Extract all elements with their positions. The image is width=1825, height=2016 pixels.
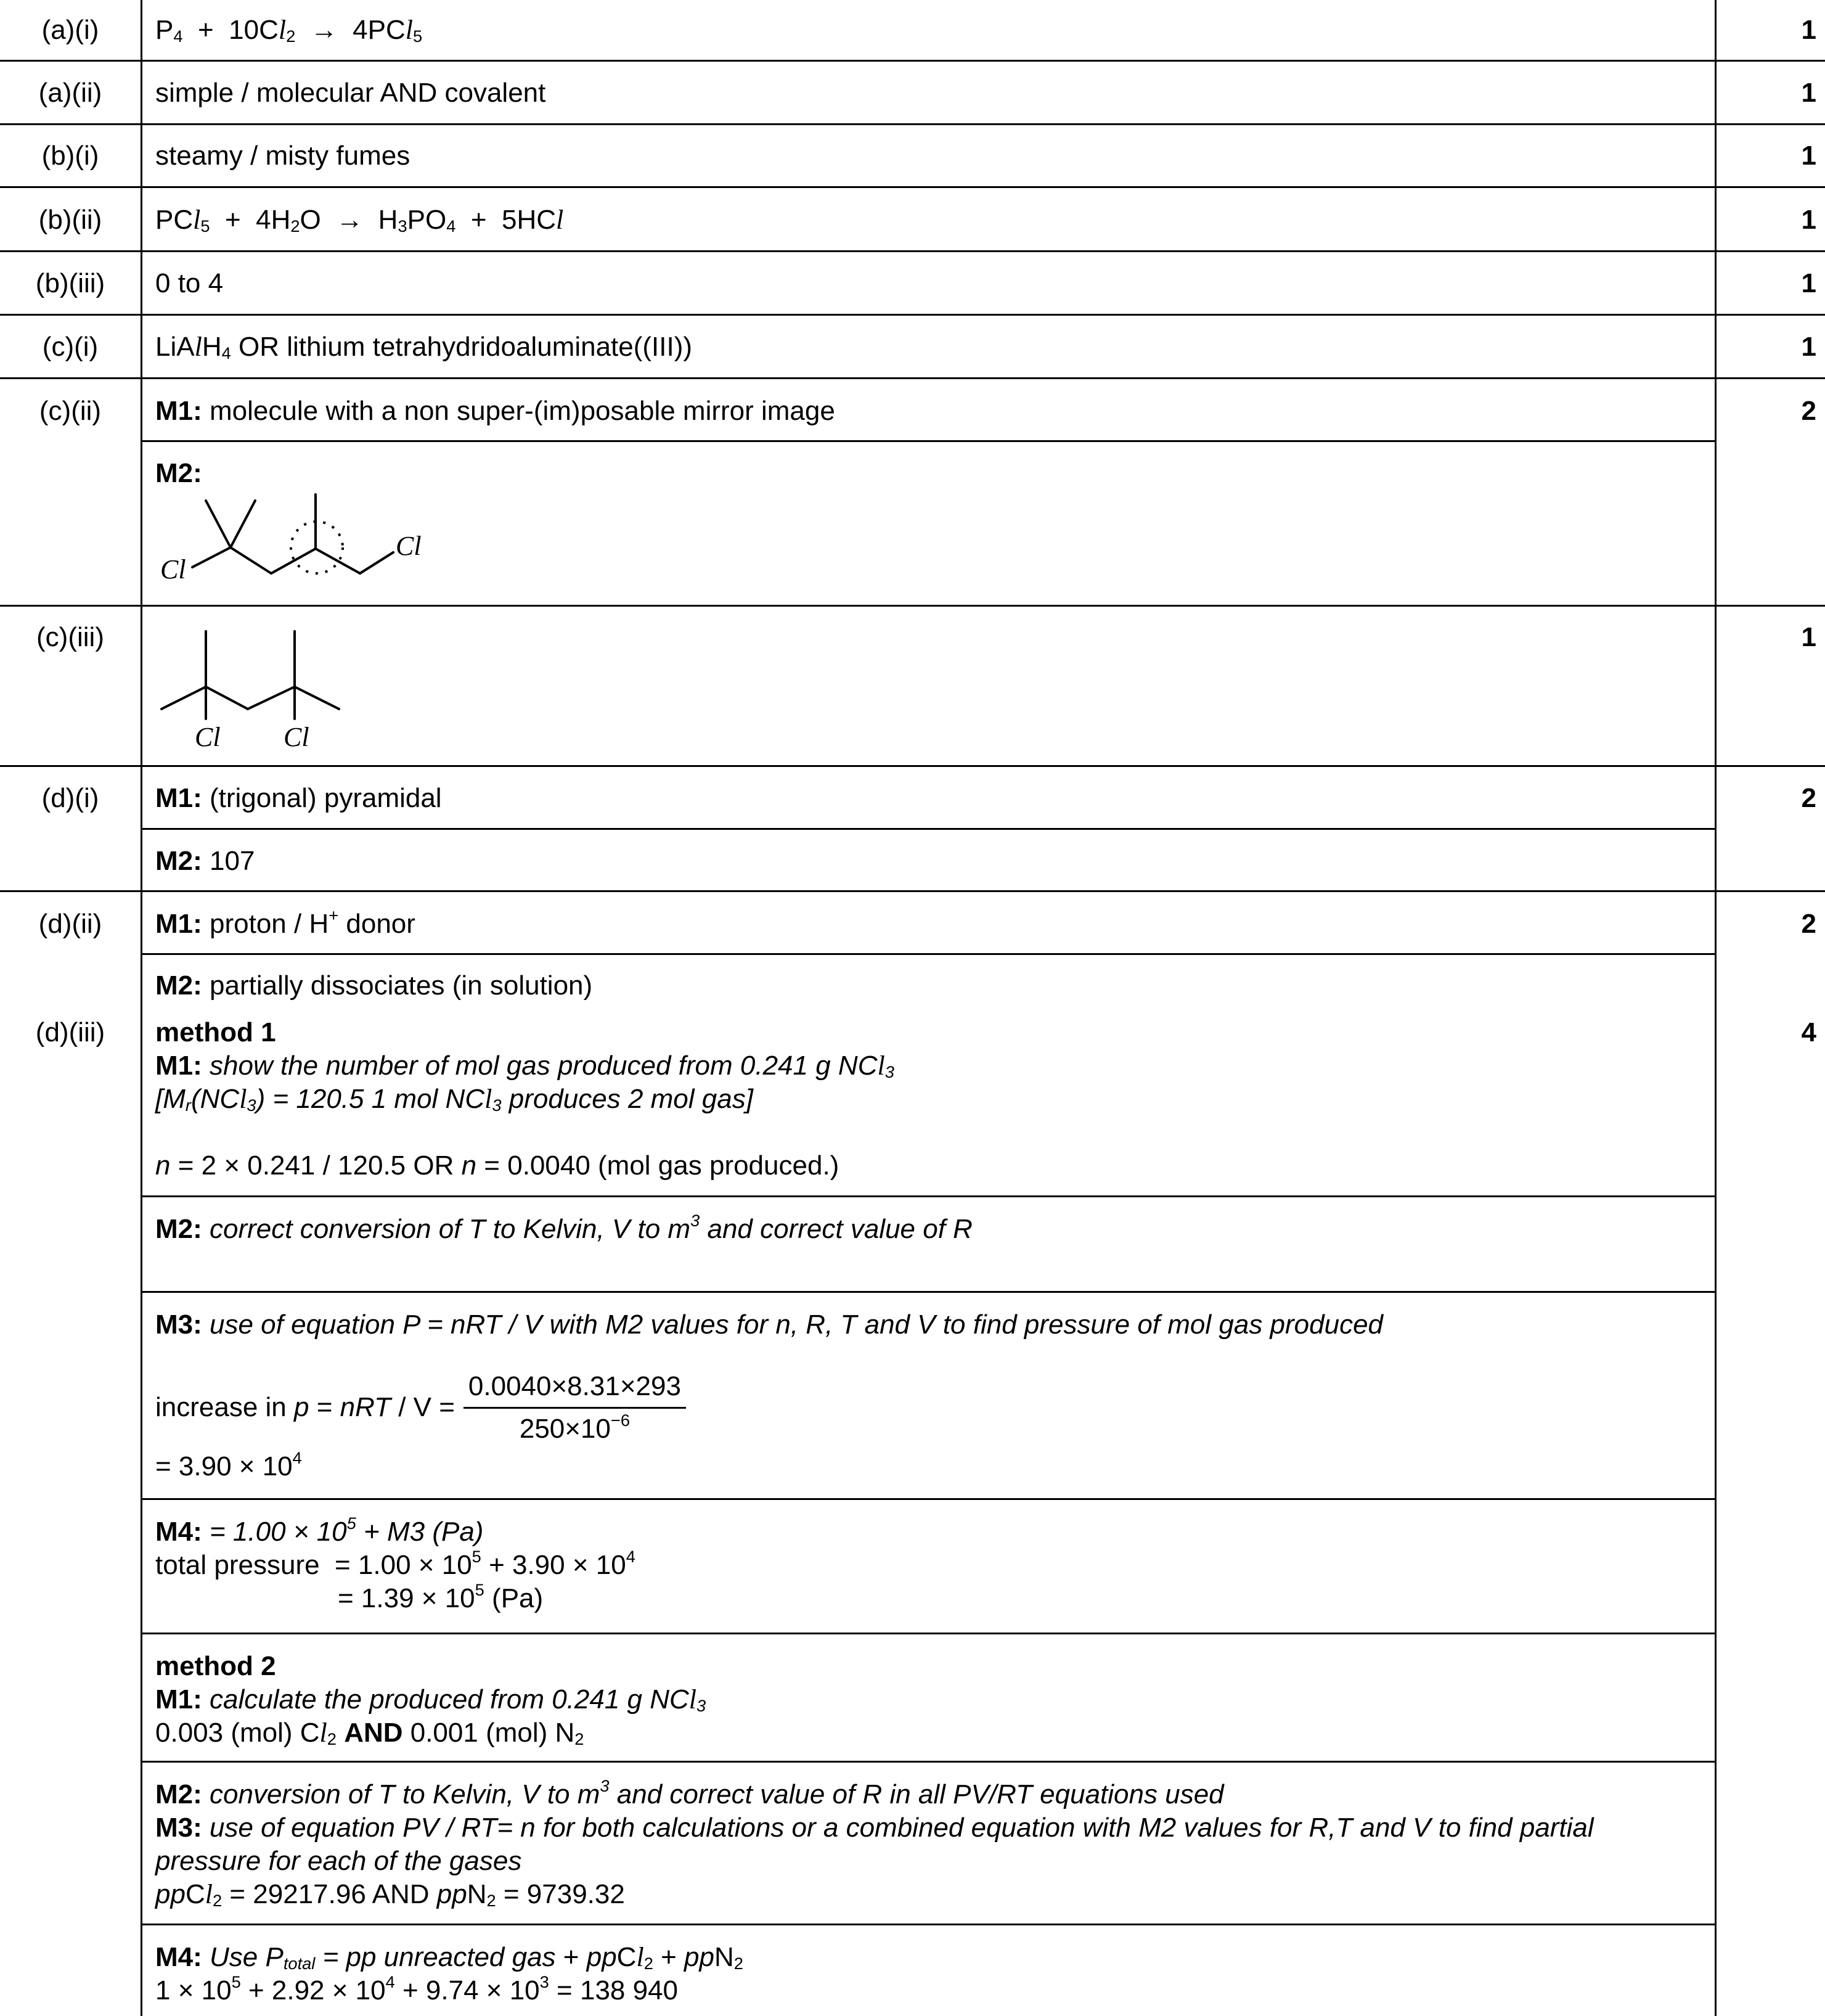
question-number: (b)(iii): [35, 268, 105, 298]
row-divider: [0, 314, 1825, 316]
question-number: (d)(iii): [35, 1017, 105, 1047]
answer-b-ii: $PCl_5 + 4H_2O \to H_3PO_4 + 5HCl$: [155, 205, 564, 236]
marks: 2: [1801, 396, 1816, 426]
marks: 2: [1801, 783, 1816, 813]
column-divider-question: [141, 0, 142, 2016]
row-divider: [0, 60, 1825, 62]
question-number: (c)(ii): [39, 396, 102, 426]
row-divider: [0, 890, 1825, 892]
answer-d-iii-method1-m4: M4: = $1.00 \times 10^5 + M3$ (Pa) total pressure = $1.00 \times 10^5 + 3.90 \times 10^4$ = $1.39 \times 10^5$ (Pa): [155, 1513, 635, 1613]
marks: 2: [1801, 909, 1816, 939]
row-divider: [0, 186, 1825, 188]
pressure-calculation: increase in p = nRT / V = $\frac{0.0040\times 8.31\times 293}{250\times 10^{-6}}$: [155, 1370, 1696, 1445]
row-divider: [0, 377, 1825, 379]
answer-d-iii-method1-m3: M3: use of equation P = nRT / V with M2 values for n, R, T and V to find pressure of mol gas produced: [155, 1309, 1384, 1340]
answer-c-ii-m2: M2:: [155, 458, 202, 488]
marks: 1: [1801, 141, 1816, 171]
chlorine-label: Cl: [160, 554, 186, 584]
question-number: (c)(iii): [36, 622, 104, 652]
row-divider: [0, 250, 1825, 252]
chlorine-label: Cl: [195, 722, 221, 752]
achiral-structure-skeletal: [155, 623, 365, 758]
marks: 4: [1801, 1017, 1816, 1047]
question-number: (b)(i): [41, 141, 99, 171]
answer-a-i: $P_4 + 10Cl_2 \to 4PCl_5$: [155, 15, 423, 46]
answer-d-iii-method1-m1: method 1 M1: show the number of mol gas produced from 0.241 g NCl$_3$ [$M_r(NCl_3) = 120.5$ 1 mol NCl$_3$ produces 2 mol gas] n = 2 × 0.241 / 120.5 OR n = 0.0040 (mol gas produced.): [155, 1017, 894, 1181]
row-divider: [0, 123, 1825, 125]
subrow-divider: [141, 1924, 1715, 1925]
question-number: (a)(ii): [38, 78, 102, 108]
answer-a-ii: [155, 76, 1696, 110]
question-number: (d)(ii): [38, 909, 102, 939]
answer-text: simple / molecular AND covalent: [155, 78, 546, 108]
subrow-divider: [141, 828, 1715, 830]
marks: 1: [1801, 268, 1816, 298]
subrow-divider: [141, 1633, 1715, 1634]
answer-d-i-m1: M1: (trigonal) pyramidal: [155, 783, 442, 813]
marks: 1: [1801, 332, 1816, 362]
subrow-divider: [141, 1498, 1715, 1500]
pressure-result: = $3.90 \times 10^4$: [155, 1448, 302, 1481]
subrow-divider: [141, 1291, 1715, 1293]
answer-c-i: LiAlH$_4$ OR lithium tetrahydridoaluminate((III)): [155, 332, 693, 363]
answer-c-ii-m1: M1: molecule with a non super-(im)posable mirror image: [155, 396, 835, 426]
subrow-divider: [141, 953, 1715, 955]
answer-d-i-m2: M2: 107: [155, 846, 255, 876]
subrow-divider: [141, 1761, 1715, 1763]
answer-d-ii-m1: M1: proton / H+ donor: [155, 905, 415, 939]
row-divider: [0, 765, 1825, 767]
marks: 1: [1801, 78, 1816, 108]
answer-d-iii-method2-m2-m3: M2: conversion of T to Kelvin, V to $m^3$ and correct value of R in all PV/RT equations used M3: use of equation PV / RT= n for both calculations or a combined equation with M2 values for R,T and V to find partial pressure for each of the gases ppCl$_2$ = 29217.96 AND ppN$_2$ = 9739.32: [155, 1776, 1594, 1910]
answer-text: 0 to 4: [155, 268, 224, 298]
answer-d-iii-method1-m2: M2: correct conversion of T to Kelvin, V to $m^3$ and correct value of R: [155, 1210, 973, 1244]
answer-b-i: [155, 139, 1696, 173]
answer-text: steamy / misty fumes: [155, 141, 410, 171]
answer-d-ii-m2: M2: partially dissociates (in solution): [155, 970, 593, 1001]
marks: 1: [1801, 622, 1816, 652]
subrow-divider: [141, 440, 1715, 442]
chiral-structure-skeletal: [155, 487, 463, 598]
answer-b-iii: [155, 267, 1696, 300]
fraction: $\frac{0.0040\times 8.31\times 293}{250\times 10^{-6}}$: [463, 1370, 686, 1445]
question-number: (a)(i): [41, 15, 99, 45]
question-number: (c)(i): [42, 332, 99, 362]
row-divider: [0, 605, 1825, 607]
marks: 1: [1801, 205, 1816, 235]
question-number: (d)(i): [41, 783, 99, 813]
marks: 1: [1801, 15, 1816, 45]
subrow-divider: [141, 1195, 1715, 1197]
column-divider-marks: [1715, 0, 1717, 2016]
answer-d-iii-method2-m4: M4: Use $P_{total}$ = pp unreacted gas + ppCl$_2$ + ppN$_2$ $1 \times 10^5 + 2.92 \times 10^4 + 9.74 \times 10^3 = 138$ 940: [155, 1942, 743, 2006]
question-number: (b)(ii): [38, 205, 102, 235]
chlorine-label: Cl: [284, 722, 309, 752]
answer-d-iii-method2-m1: method 2 M1: calculate the produced from 0.241 g NCl$_3$ 0.003 (mol) $Cl_2$ AND 0.001 (mol) $N_2$: [155, 1651, 706, 1748]
chlorine-label: Cl: [396, 531, 422, 561]
